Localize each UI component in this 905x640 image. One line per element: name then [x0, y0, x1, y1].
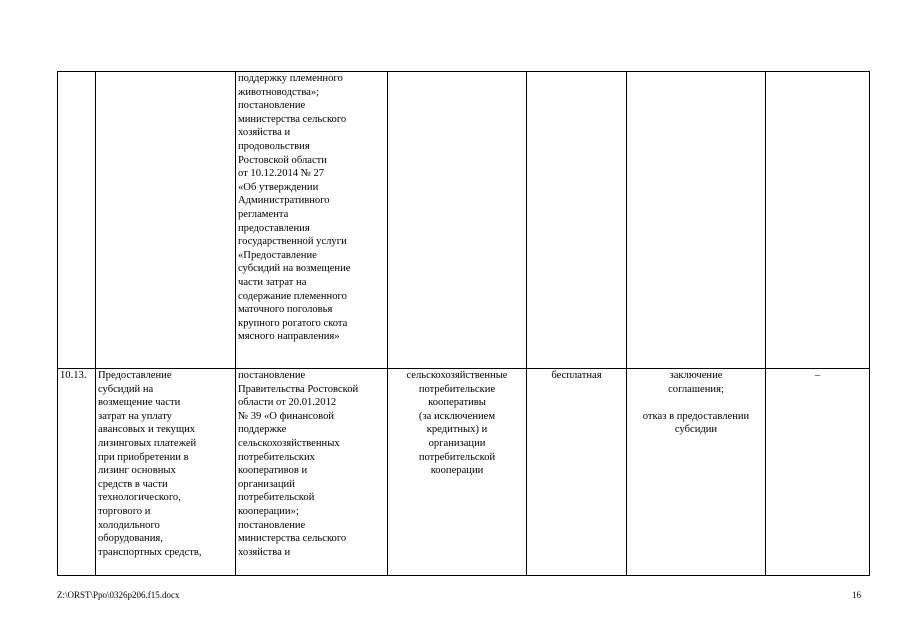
cell-text-line: хозяйства и	[238, 546, 291, 558]
cell-text-line: кооперации	[430, 465, 484, 477]
fee-text: бесплатная	[551, 370, 602, 381]
cell-text-line: оборудования,	[98, 533, 163, 545]
cell-text-line: субсидий на	[98, 383, 154, 395]
cell-text-line: содержание племенного	[238, 290, 347, 302]
cell-text-line: потребительские	[418, 383, 496, 395]
cell-text-line: потребительских	[238, 451, 315, 463]
cell-service	[96, 369, 236, 576]
footer-file-path: Z:\ORST\Ppo\0326p206.f15.docx	[57, 590, 180, 600]
cell-last	[766, 72, 870, 369]
table-row-10-13	[58, 369, 870, 576]
cell-fee	[527, 369, 627, 576]
cell-text-line: поддержку племенного	[238, 73, 343, 84]
cell-text-line: государственной услуги	[238, 236, 347, 248]
cell-text-line: сельскохозяйственных	[238, 437, 340, 449]
cell-text-line: постановление	[238, 519, 306, 531]
cell-text-line	[629, 396, 763, 410]
cell-text-line: потребительской	[238, 492, 315, 504]
cell-text-line: лизинг основных	[98, 465, 176, 477]
table-row-continuation	[58, 72, 870, 369]
cell-text-line: возмещение части	[98, 397, 181, 409]
cell-text-line: Административного	[238, 195, 330, 207]
cell-text-line: Ростовской области	[238, 154, 327, 166]
document-table	[57, 71, 870, 576]
cell-text-line: кооперативов и	[238, 465, 308, 477]
cell-text-line: средств в части	[98, 478, 168, 490]
cell-text-line: предоставления	[238, 222, 310, 234]
cell-text-line: области от 20.01.2012	[238, 397, 337, 409]
cell-text-line: соглашения;	[668, 383, 724, 395]
cell-text-line: животноводства»;	[238, 86, 320, 98]
cell-text-line: организации	[428, 437, 486, 449]
cell-text-line: сельскохозяйственные	[406, 370, 508, 381]
cell-text-line: кооперативы	[428, 397, 486, 409]
cell-text-line: постановление	[238, 370, 306, 381]
cell-text-line: хозяйства и	[238, 127, 291, 139]
cell-text-line: поддержке	[238, 424, 287, 436]
row-number: 10.13.	[60, 370, 87, 381]
cell-text-line: кредитных) и	[426, 424, 488, 436]
cell-text-line: министерства сельского	[238, 113, 347, 125]
cell-text-line: субсидий на возмещение	[238, 263, 351, 275]
cell-text-line: № 39 «О финансовой	[238, 410, 335, 422]
cell-text-line: части затрат на	[238, 276, 307, 288]
cell-text-line: потребительской	[418, 451, 496, 463]
footer-page-number: 16	[852, 590, 861, 600]
cell-text-line: отказ в предоставлении	[642, 410, 750, 422]
cell-text-line: продовольствия	[238, 140, 310, 152]
cell-text-line: транспортных средств,	[98, 546, 202, 558]
cell-result	[627, 72, 766, 369]
cell-legal-basis	[236, 72, 388, 369]
cell-text-line: Предоставление	[98, 370, 172, 381]
cell-text-line: организаций	[238, 478, 295, 490]
cell-text-line: маточного поголовья	[238, 304, 333, 316]
cell-result	[627, 369, 766, 576]
cell-text-line: министерства сельского	[238, 533, 347, 545]
cell-text-line: заключение	[669, 370, 723, 381]
cell-text-line: холодильного	[98, 519, 160, 531]
cell-text-line: мясного направления»	[238, 331, 340, 343]
cell-text-line: Правительства Ростовской	[238, 383, 359, 395]
cell-text-line: затрат на уплату	[98, 410, 172, 422]
cell-legal-basis	[236, 369, 388, 576]
cell-text-line: при приобретении в	[98, 451, 189, 463]
cell-text-line: «Предоставление	[238, 249, 317, 261]
cell-last	[766, 369, 870, 576]
cell-text-line: авансовых и текущих	[98, 424, 196, 436]
cell-service	[96, 72, 236, 369]
cell-fee	[527, 72, 627, 369]
cell-text-line: (за исключением	[418, 410, 496, 422]
cell-number	[58, 369, 96, 576]
cell-text-line: кооперации»;	[238, 505, 299, 517]
cell-recipients	[388, 369, 527, 576]
cell-recipients	[388, 72, 527, 369]
cell-text-line: регламента	[238, 208, 289, 220]
cell-text-line: крупного рогатого скота	[238, 317, 348, 329]
cell-text-line: субсидии	[674, 424, 718, 436]
cell-number	[58, 72, 96, 369]
cell-text-line: технологического,	[98, 492, 181, 504]
cell-text-line: «Об утверждении	[238, 181, 319, 193]
cell-text-line: от 10.12.2014 № 27	[238, 168, 325, 180]
dash-text: –	[814, 370, 821, 381]
cell-text-line: торгового и	[98, 505, 151, 517]
cell-text-line: лизинговых платежей	[98, 437, 197, 449]
cell-text-line: постановление	[238, 100, 306, 112]
